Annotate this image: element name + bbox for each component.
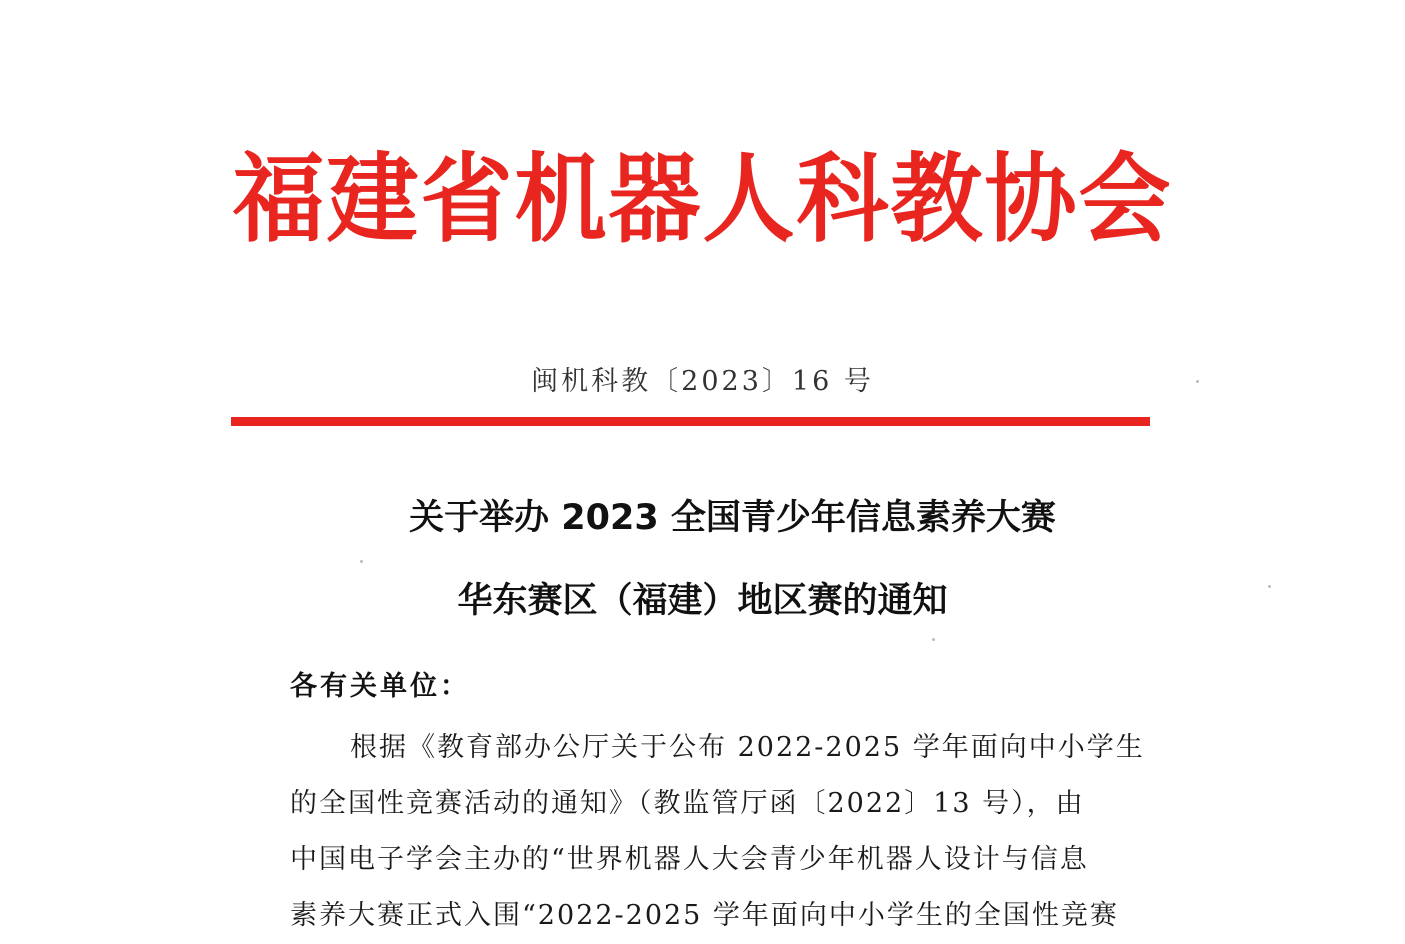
document-number: 闽机科教〔2023〕16 号 [531,366,874,397]
body-line: 的全国性竞赛活动的通知》（教监管厅函〔2022〕13 号），由 [290,788,1085,819]
body-line: 素养大赛正式入围“2022-2025 学年面向中小学生的全国性竞赛 [290,900,1119,931]
red-divider-line [231,417,1150,426]
document-title-line-1: 关于举办 2023 全国青少年信息素养大赛 [409,498,1056,538]
scan-speck [1196,380,1199,383]
scan-speck [1268,585,1271,588]
scan-speck [360,560,363,563]
body-paragraph [290,720,1145,944]
scan-speck [932,638,935,641]
document-title-line-2: 华东赛区（福建）地区赛的通知 [457,581,948,621]
masthead-org-name: 福建省机器人科教协会 [232,143,1173,256]
salutation: 各有关单位： [290,671,470,702]
body-line: 根据《教育部办公厅关于公布 2022-2025 学年面向中小学生 [350,732,1145,763]
body-line: 中国电子学会主办的“世界机器人大会青少年机器人设计与信息 [290,844,1089,875]
